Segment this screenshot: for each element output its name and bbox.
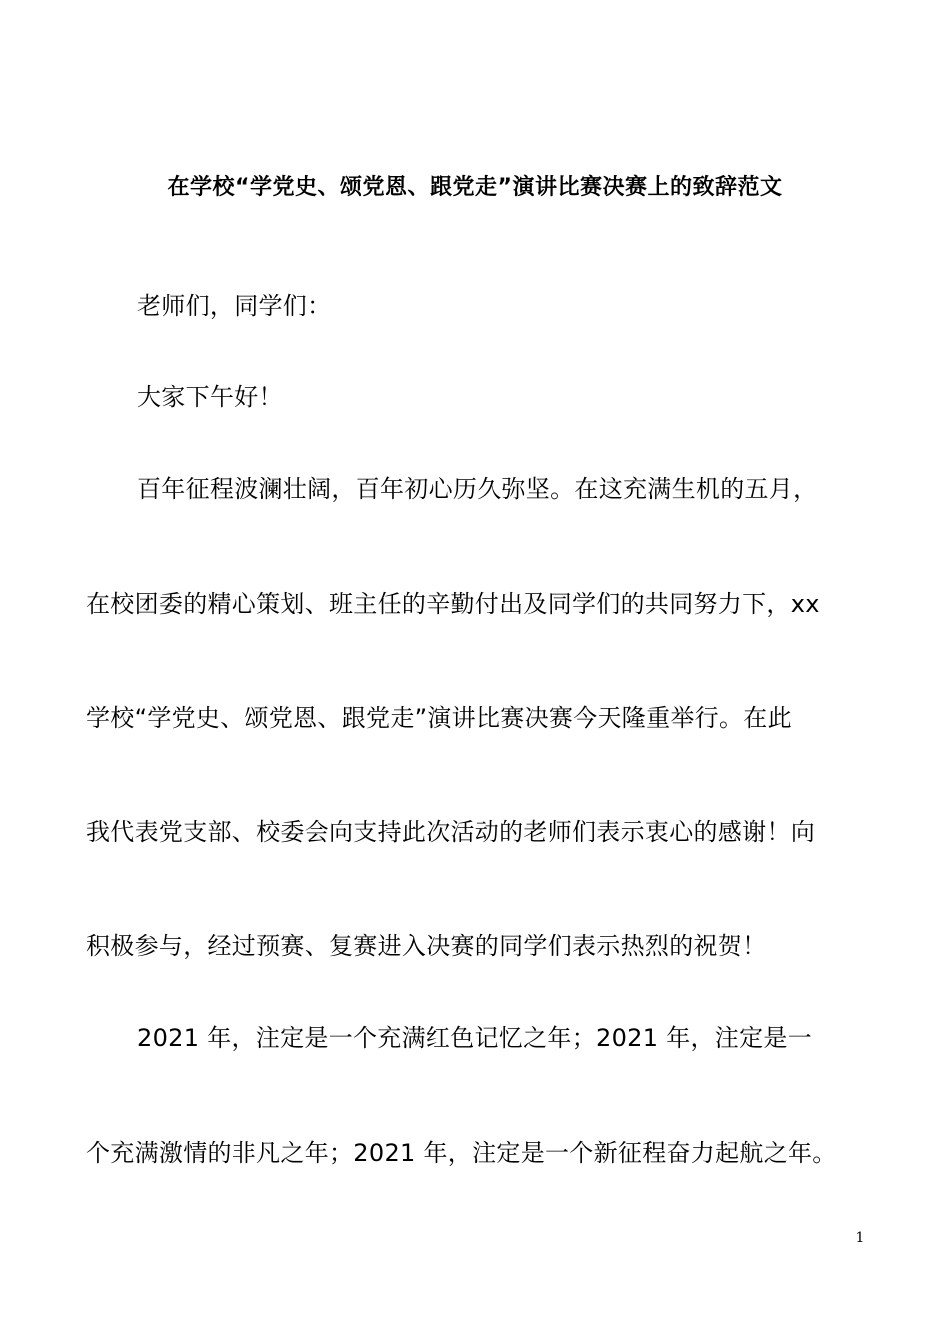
page-number: 1 <box>855 1230 865 1246</box>
salutation: 老师们，同学们： <box>137 292 332 320</box>
paragraph-line: 积极参与，经过预赛、复赛进入决赛的同学们表示热烈的祝贺！ <box>86 932 767 960</box>
paragraph-line: 在校团委的精心策划、班主任的辛勤付出及同学们的共同努力下，xx <box>86 590 820 618</box>
paragraph-line: 2021 年，注定是一个充满红色记忆之年；2021 年，注定是一 <box>137 1024 813 1052</box>
paragraph-line: 我代表党支部、校委会向支持此次活动的老师们表示衷心的感谢！向 <box>86 818 815 846</box>
greeting: 大家下午好！ <box>137 383 283 411</box>
document-title: 在学校“学党史、颂党恩、跟党走”演讲比赛决赛上的致辞范文 <box>167 175 783 200</box>
paragraph-line: 个充满激情的非凡之年；2021 年，注定是一个新征程奋力起航之年。 <box>86 1139 837 1167</box>
paragraph-line: 百年征程波澜壮阔，百年初心历久弥坚。在这充满生机的五月， <box>137 475 818 503</box>
paragraph-line: 学校“学党史、颂党恩、跟党走”演讲比赛决赛今天隆重举行。在此 <box>86 704 792 732</box>
